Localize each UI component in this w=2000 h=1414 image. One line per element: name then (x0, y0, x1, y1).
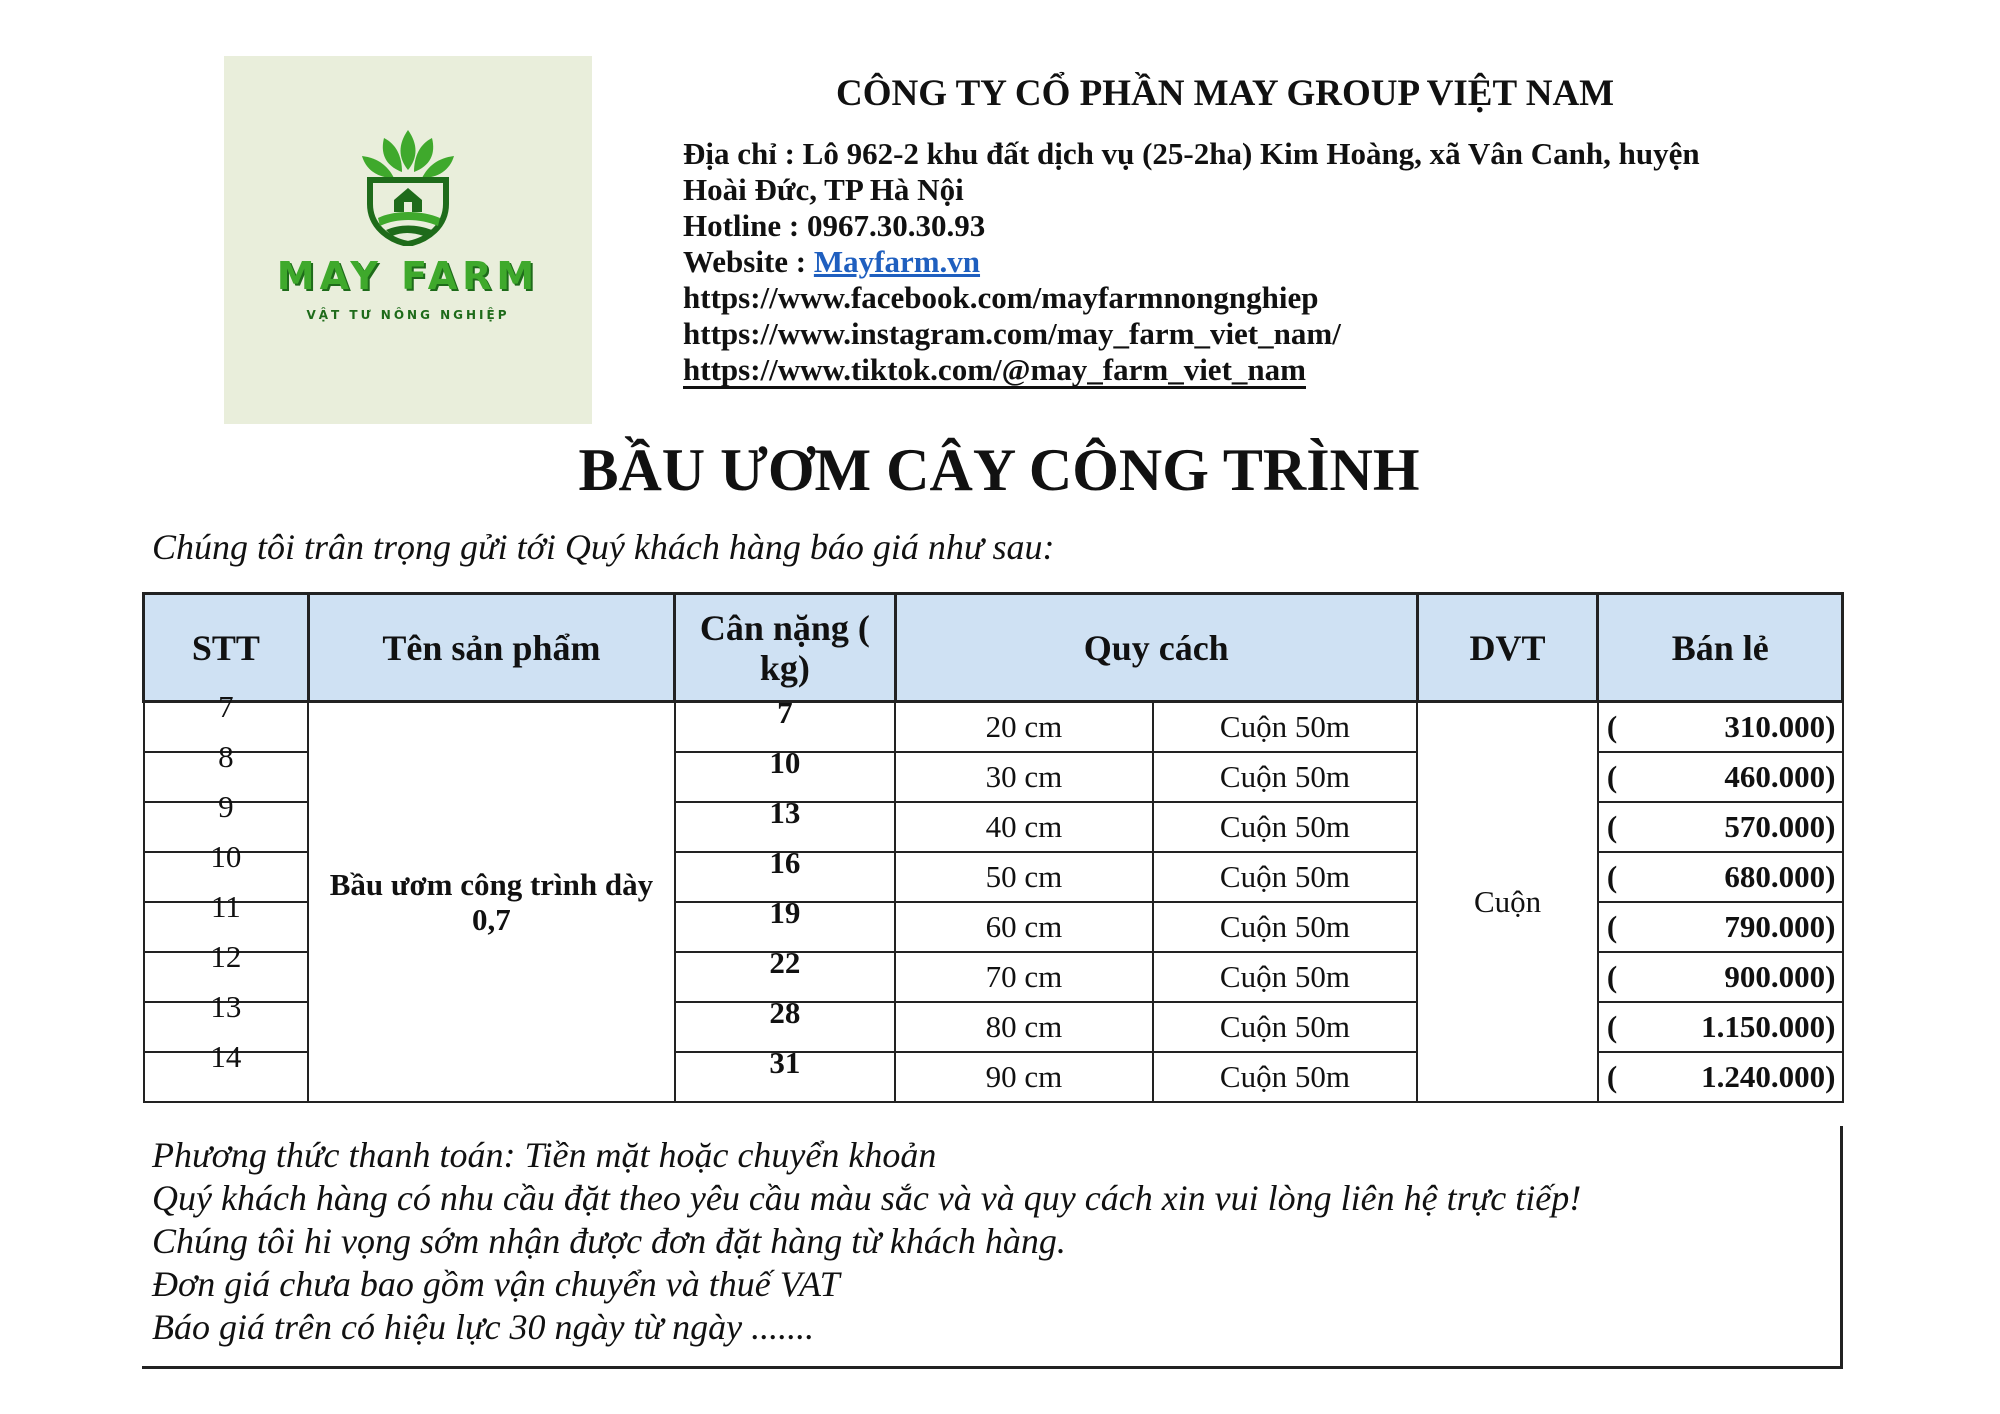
price-value: 790.000) (1724, 909, 1836, 944)
cell-size: 30 cm (895, 752, 1152, 802)
hotline: Hotline : 0967.30.30.93 (683, 208, 986, 243)
price-paren: ( (1606, 1059, 1618, 1094)
weight-value: 10 (769, 745, 801, 780)
address-line-1: Địa chỉ : Lô 962-2 khu đất dịch vụ (25-2ha) Kim Hoàng, xã Vân Canh, huyện (683, 136, 1700, 171)
website-link[interactable]: Mayfarm.vn (813, 244, 981, 279)
cell-size: 90 cm (895, 1052, 1152, 1102)
cell-price (1598, 902, 1843, 952)
header-spec: Quy cách (895, 594, 1417, 702)
price-paren: ( (1606, 709, 1618, 744)
company-info (683, 136, 1843, 389)
price-value: 900.000) (1724, 959, 1836, 994)
cell-price (1598, 802, 1843, 852)
price-value: 680.000) (1724, 859, 1836, 894)
page-title: BẦU ƯƠM CÂY CÔNG TRÌNH (578, 437, 1420, 503)
weight-value: 16 (769, 845, 801, 880)
stt-value: 13 (210, 989, 242, 1024)
weight-value: 13 (769, 795, 801, 830)
cell-size: 20 cm (895, 702, 1152, 753)
intro-text: Chúng tôi trân trọng gửi tới Quý khách hàng báo giá như sau: (152, 527, 1055, 567)
cell-stt (144, 1039, 309, 1102)
table-header-row (144, 594, 1843, 702)
note-custom-order: Quý khách hàng có nhu cầu đặt theo yêu cầu màu sắc và và quy cách xin vui lòng liên hệ trực tiếp! (152, 1178, 1582, 1218)
cell-product-name: Bầu ươm công trình dày 0,7 (308, 702, 674, 1103)
company-name: CÔNG TY CỔ PHẦN MAY GROUP VIỆT NAM (836, 73, 1615, 114)
price-paren: ( (1606, 759, 1618, 794)
note-payment: Phương thức thanh toán: Tiền mặt hoặc chuyển khoản (152, 1135, 937, 1175)
price-paren: ( (1606, 959, 1618, 994)
header-price: Bán lẻ (1598, 594, 1843, 702)
price-value: 1.240.000) (1701, 1059, 1836, 1094)
weight-value: 7 (777, 695, 793, 730)
price-paren: ( (1606, 809, 1618, 844)
cell-weight (675, 1045, 896, 1102)
logo-tagline: VẬT TƯ NÔNG NGHIỆP (306, 308, 510, 322)
cell-roll: Cuộn 50m (1153, 1052, 1418, 1102)
note-validity: Báo giá trên có hiệu lực 30 ngày từ ngày ....... (152, 1307, 815, 1347)
price-paren: ( (1606, 1009, 1618, 1044)
stt-value: 14 (210, 1039, 242, 1074)
notes-section (142, 1126, 1843, 1369)
cell-roll: Cuộn 50m (1153, 1002, 1418, 1052)
price-table-section (142, 592, 1844, 1368)
price-paren: ( (1606, 859, 1618, 894)
cell-roll: Cuộn 50m (1153, 802, 1418, 852)
weight-value: 22 (769, 945, 801, 980)
cell-price (1598, 702, 1843, 753)
price-table (142, 592, 1844, 1103)
price-value: 460.000) (1724, 759, 1836, 794)
stt-value: 8 (218, 739, 234, 774)
cell-size: 70 cm (895, 952, 1152, 1002)
farm-leaf-icon (354, 126, 462, 246)
cell-price (1598, 952, 1843, 1002)
header-name: Tên sản phẩm (308, 594, 674, 702)
stt-value: 10 (210, 839, 242, 874)
website-label: Website : (683, 244, 814, 279)
cell-roll: Cuộn 50m (1153, 952, 1418, 1002)
price-value: 310.000) (1724, 709, 1836, 744)
price-value: 570.000) (1724, 809, 1836, 844)
cell-price (1598, 852, 1843, 902)
cell-size: 50 cm (895, 852, 1152, 902)
stt-value: 11 (210, 889, 241, 924)
cell-roll: Cuộn 50m (1153, 702, 1418, 753)
weight-value: 31 (769, 1045, 801, 1080)
stt-value: 9 (218, 789, 234, 824)
stt-value: 12 (210, 939, 242, 974)
website-row (683, 244, 1843, 280)
note-hope: Chúng tôi hi vọng sớm nhận được đơn đặt hàng từ khách hàng. (152, 1221, 1066, 1261)
logo-brand: MAY FARM (276, 254, 540, 298)
facebook-link[interactable]: https://www.facebook.com/mayfarmnongnghiep (683, 280, 1319, 315)
header-weight: Cân nặng ( kg) (675, 594, 896, 702)
price-value: 1.150.000) (1701, 1009, 1836, 1044)
address-line-2: Hoài Đức, TP Hà Nội (683, 172, 964, 207)
cell-price (1598, 1052, 1843, 1102)
cell-roll: Cuộn 50m (1153, 902, 1418, 952)
weight-value: 28 (769, 995, 801, 1030)
tiktok-link[interactable]: https://www.tiktok.com/@may_farm_viet_nam (683, 352, 1306, 387)
header-unit: DVT (1417, 594, 1598, 702)
cell-size: 80 cm (895, 1002, 1152, 1052)
weight-value: 19 (769, 895, 801, 930)
price-paren: ( (1606, 909, 1618, 944)
cell-price (1598, 752, 1843, 802)
cell-roll: Cuộn 50m (1153, 752, 1418, 802)
cell-size: 60 cm (895, 902, 1152, 952)
cell-price (1598, 1002, 1843, 1052)
header-stt: STT (144, 594, 309, 702)
cell-roll: Cuộn 50m (1153, 852, 1418, 902)
note-vat: Đơn giá chưa bao gồm vận chuyển và thuế VAT (152, 1264, 840, 1304)
company-logo (224, 56, 592, 424)
stt-value: 7 (218, 689, 234, 724)
cell-unit: Cuộn (1417, 702, 1598, 1103)
table-row (144, 702, 1843, 753)
cell-size: 40 cm (895, 802, 1152, 852)
instagram-link[interactable]: https://www.instagram.com/may_farm_viet_nam/ (683, 316, 1341, 351)
